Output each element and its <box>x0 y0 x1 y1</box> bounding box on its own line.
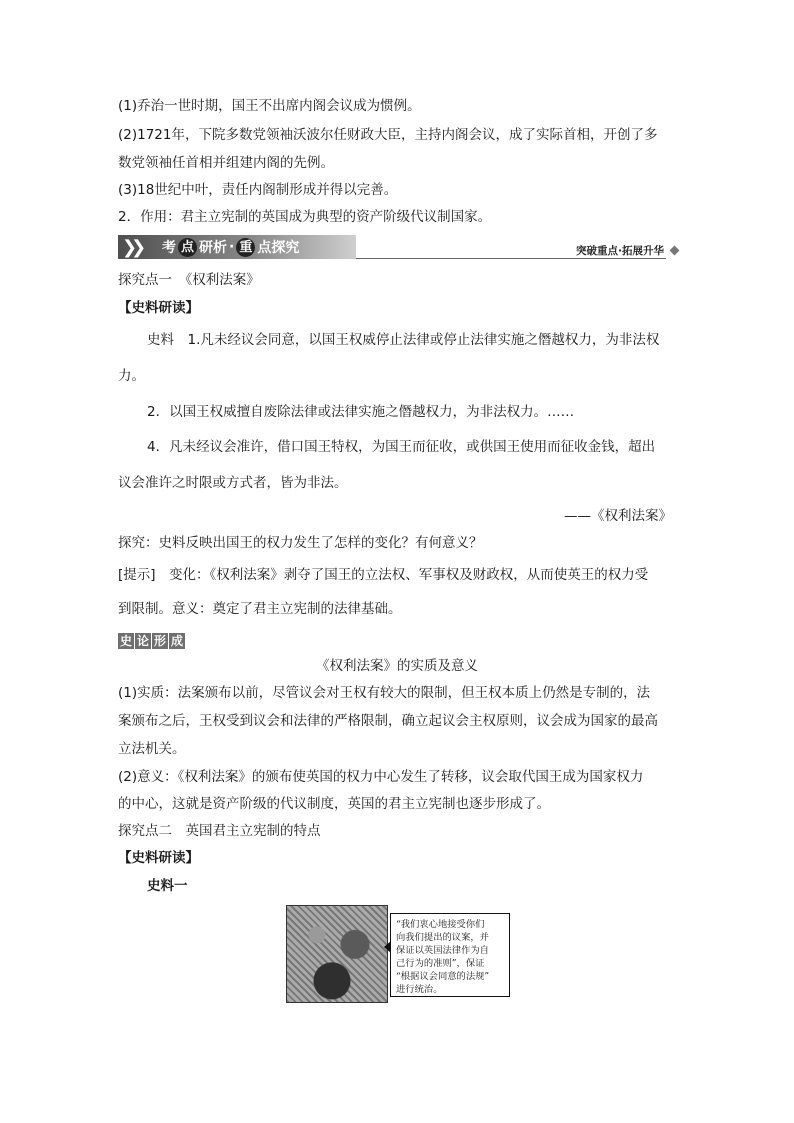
diamond-icon <box>670 246 680 256</box>
intro-line-4: (3)18世纪中叶，责任内阁制形成并得以完善。 <box>118 182 398 198</box>
banner-title-part1: 考 <box>162 240 176 256</box>
essence-line-3: 立法机关。 <box>118 741 186 757</box>
section1-reading-label: 【史料研读】 <box>118 300 199 316</box>
source-line-3: 2．以国王权威擅自废除法律或法律实施之僭越权力，为非法权力。…… <box>147 404 575 420</box>
quote-line-5: “根据议会同意的法规” <box>396 971 490 982</box>
essence-line-5: 的中心，这就是资产阶级的代议制度，英国的君主立宪制也逐步形成了。 <box>118 796 550 812</box>
section2-source-label: 史料一 <box>147 878 188 894</box>
history-conclusion-tag <box>118 633 185 649</box>
quote-callout <box>390 913 510 997</box>
banner-divider <box>356 258 666 259</box>
essence-line-4: (2)意义：《权利法案》的颁布使英国的权力中心发生了转移，议会取代国王成为国家权力 <box>118 769 644 785</box>
essence-line-1: (1)实质：法案颁布以前，尽管议会对王权有较大的限制，但王权本质上仍然是专制的，法 <box>118 685 651 701</box>
quote-line-4: 己行为的准则”，保证 <box>396 958 485 969</box>
quote-line-6: 进行统治。 <box>396 984 443 995</box>
quote-line-2: 向我们提出的议案，并 <box>396 932 489 943</box>
intro-line-2: (2)1721年，下院多数党领袖沃波尔任财政大臣，主持内阁会议，成了实际首相，开创了多 <box>118 127 658 143</box>
intro-line-3: 数党领袖任首相并组建内阁的先例。 <box>118 155 334 171</box>
section2-reading-label: 【史料研读】 <box>118 850 199 866</box>
answer-line-2: 到限制。意义：奠定了君主立宪制的法律基础。 <box>118 601 402 617</box>
tag-char-2: 论 <box>136 634 149 648</box>
source-line-2: 力。 <box>118 368 145 384</box>
historical-engraving-image <box>286 905 388 1003</box>
historical-figure <box>286 905 511 1003</box>
source-attribution: ——《权利法案》 <box>564 508 672 524</box>
banner-circle-2: 重 <box>236 238 255 257</box>
section1-question: 探究：史料反映出国王的权力发生了怎样的变化？有何意义？ <box>118 535 483 551</box>
section-banner <box>118 233 680 261</box>
tag-char-4: 成 <box>170 634 183 648</box>
tag-char-1: 史 <box>119 634 132 648</box>
essence-line-2: 案颁布之后，王权受到议会和法律的严格限制，确立起议会主权原则，议会成为国家的最高 <box>118 713 658 729</box>
banner-title <box>162 237 299 257</box>
source-line-4: 4．凡未经议会准许，借口国王特权，为国王而征收，或供国王使用而征收金钱，超出 <box>147 439 656 455</box>
intro-line-1: (1)乔治一世时期，国王不出席内阁会议成为惯例。 <box>118 98 421 114</box>
answer-line-1: [提示] 变化：《权利法案》剥夺了国王的立法权、军事权及财政权，从而使英王的权力受 <box>118 567 649 583</box>
tag-char-3: 形 <box>153 634 166 648</box>
section1-title: 探究点一 《权利法案》 <box>118 272 260 288</box>
source-line-5: 议会准许之时限或方式者，皆为非法。 <box>118 475 348 491</box>
banner-subtitle: 突破重点·拓展升华 <box>576 245 664 257</box>
quote-line-1: “我们衷心地接受你们 <box>396 919 485 930</box>
quote-line-3: 保证以英国法律作为自 <box>396 945 489 956</box>
intro-line-5: 2．作用：君主立宪制的英国成为典型的资产阶级代议制国家。 <box>118 209 492 225</box>
banner-title-dot: · <box>229 239 235 255</box>
essence-heading: 《权利法案》的实质及意义 <box>316 658 478 674</box>
section2-title: 探究点二 英国君主立宪制的特点 <box>118 823 321 839</box>
banner-title-part3: 点探究 <box>257 240 300 256</box>
banner-circle-1: 点 <box>178 238 197 257</box>
source-line-1: 史料 1.凡未经议会同意，以国王权威停止法律或停止法律实施之僭越权力，为非法权 <box>147 332 660 348</box>
double-chevron-icon: ❯❯ <box>122 237 141 258</box>
banner-title-part2: 研析 <box>199 240 227 256</box>
